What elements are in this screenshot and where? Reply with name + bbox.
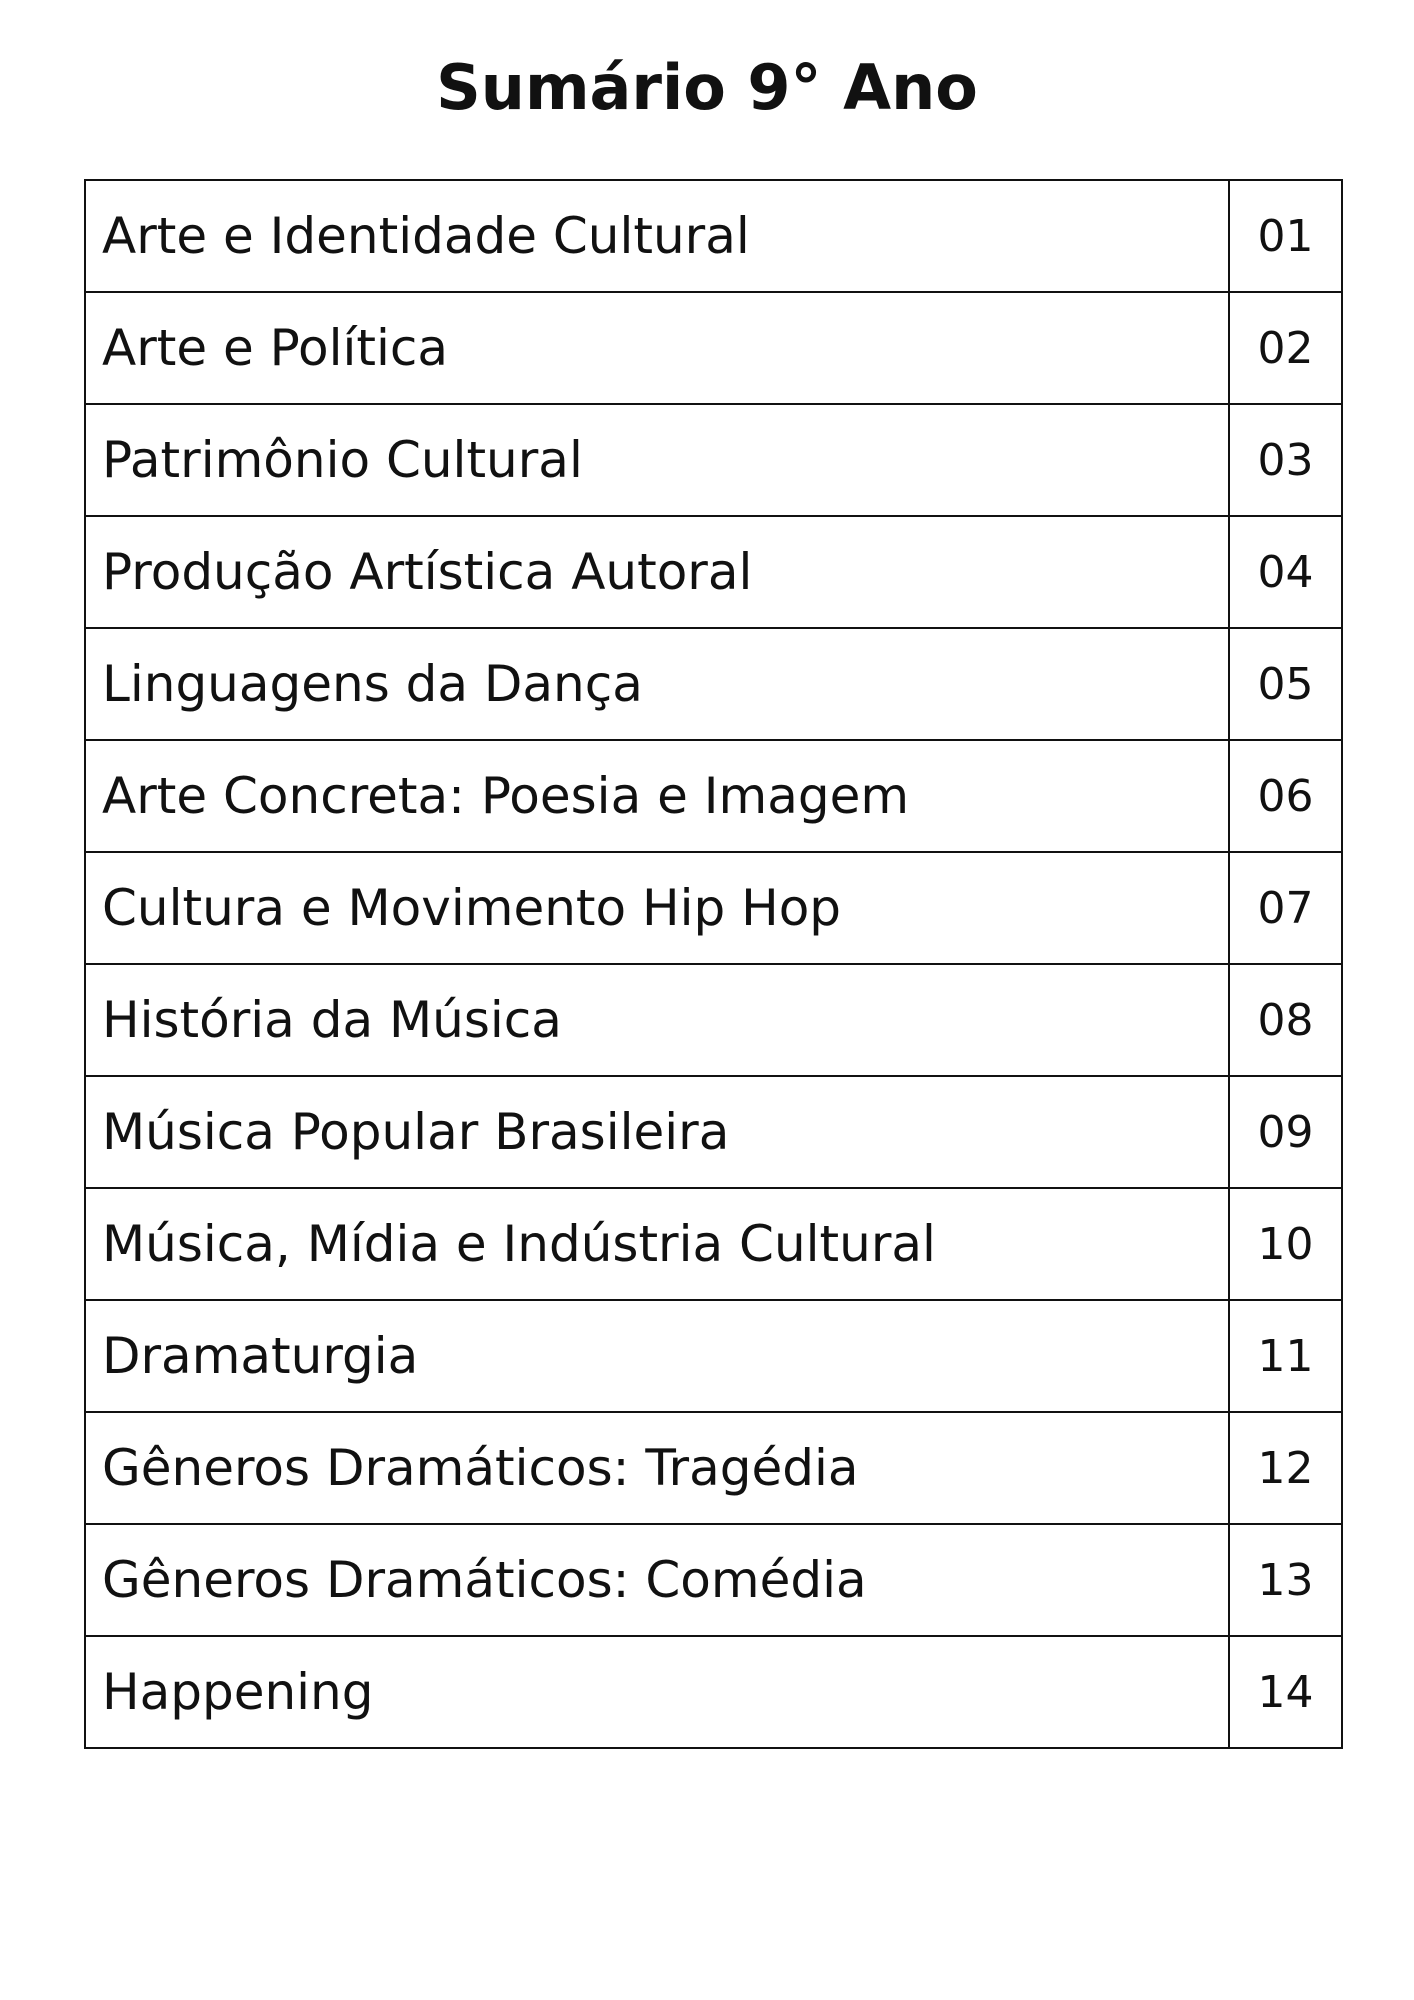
- toc-page-number: 07: [1229, 852, 1342, 964]
- table-row: [85, 1300, 1342, 1412]
- toc-topic: Música, Mídia e Indústria Cultural: [85, 1188, 1229, 1300]
- table-row: [85, 180, 1342, 292]
- table-row: [85, 852, 1342, 964]
- toc-page-number: 02: [1229, 292, 1342, 404]
- table-row: [85, 1636, 1342, 1748]
- toc-page-number: 05: [1229, 628, 1342, 740]
- toc-topic: Cultura e Movimento Hip Hop: [85, 852, 1229, 964]
- toc-topic: Produção Artística Autoral: [85, 516, 1229, 628]
- table-row: [85, 1188, 1342, 1300]
- toc-topic: Arte e Identidade Cultural: [85, 180, 1229, 292]
- table-row: [85, 1524, 1342, 1636]
- table-row: [85, 1412, 1342, 1524]
- table-row: [85, 1076, 1342, 1188]
- toc-page-number: 01: [1229, 180, 1342, 292]
- table-row: [85, 964, 1342, 1076]
- toc-topic: Happening: [85, 1636, 1229, 1748]
- page-title: Sumário 9° Ano: [436, 51, 978, 124]
- table-row: [85, 740, 1342, 852]
- toc-topic: Gêneros Dramáticos: Tragédia: [85, 1412, 1229, 1524]
- toc-topic: História da Música: [85, 964, 1229, 1076]
- toc-topic: Patrimônio Cultural: [85, 404, 1229, 516]
- table-of-contents: [84, 179, 1343, 1749]
- table-row: [85, 516, 1342, 628]
- toc-page-number: 09: [1229, 1076, 1342, 1188]
- toc-topic: Música Popular Brasileira: [85, 1076, 1229, 1188]
- toc-page-number: 06: [1229, 740, 1342, 852]
- toc-topic: Gêneros Dramáticos: Comédia: [85, 1524, 1229, 1636]
- toc-topic: Arte e Política: [85, 292, 1229, 404]
- toc-topic: Dramaturgia: [85, 1300, 1229, 1412]
- table-row: [85, 404, 1342, 516]
- table-row: [85, 628, 1342, 740]
- toc-page-number: 11: [1229, 1300, 1342, 1412]
- toc-page-number: 13: [1229, 1524, 1342, 1636]
- toc-page-number: 03: [1229, 404, 1342, 516]
- toc-page-number: 10: [1229, 1188, 1342, 1300]
- toc-page-number: 08: [1229, 964, 1342, 1076]
- table-row: [85, 292, 1342, 404]
- toc-topic: Linguagens da Dança: [85, 628, 1229, 740]
- toc-page-number: 12: [1229, 1412, 1342, 1524]
- toc-topic: Arte Concreta: Poesia e Imagem: [85, 740, 1229, 852]
- toc-page-number: 14: [1229, 1636, 1342, 1748]
- toc-page-number: 04: [1229, 516, 1342, 628]
